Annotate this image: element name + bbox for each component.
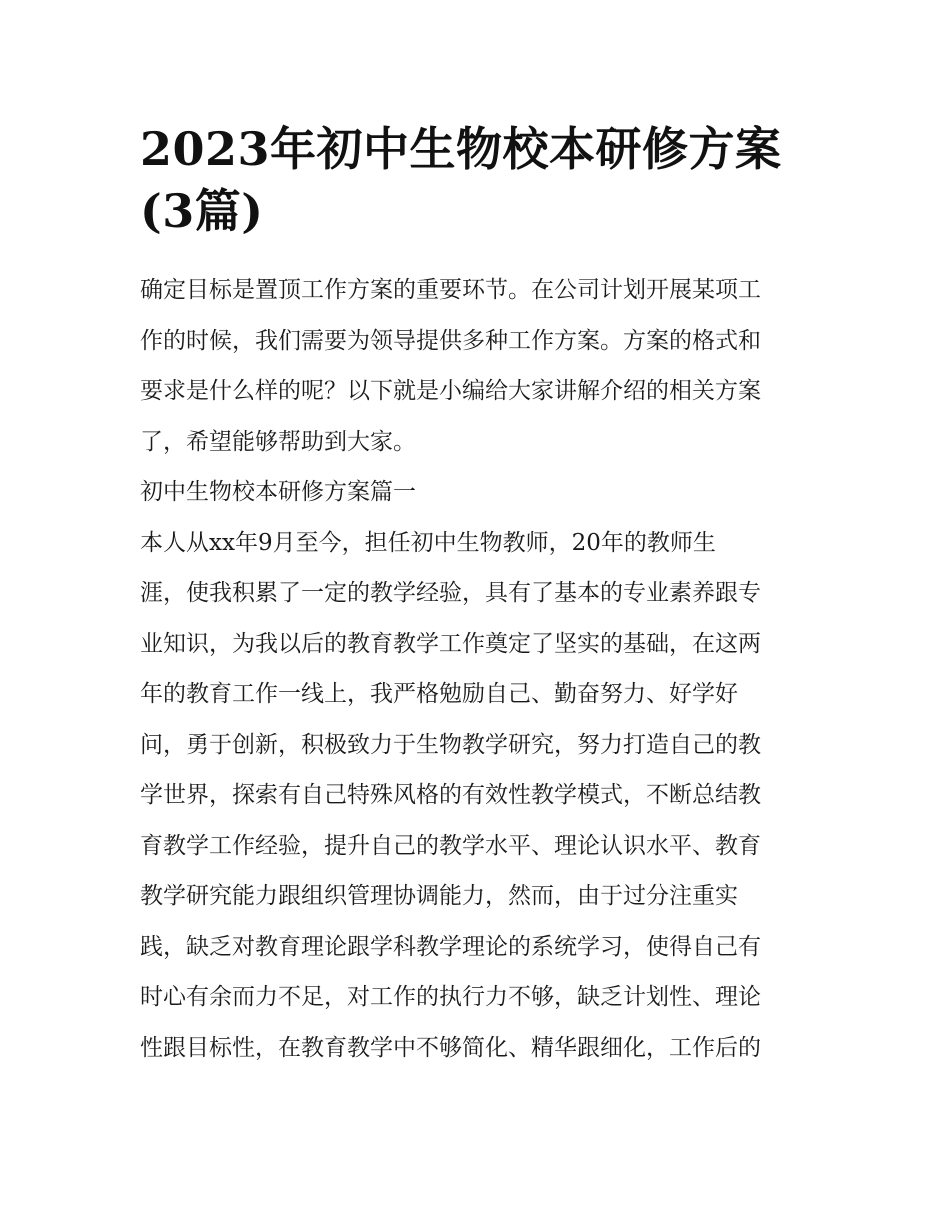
title-line: (3篇) — [140, 184, 264, 238]
text-line: 要求是什么样的呢？以下就是小编给大家讲解介绍的相关方案 — [140, 378, 761, 404]
text-line: 时心有余而力不足，对工作的执行力不够，缺乏计划性、理论 — [140, 984, 761, 1010]
document-content — [140, 118, 812, 1073]
section-heading — [140, 467, 812, 518]
document-title — [140, 118, 812, 242]
text-line: 问，勇于创新，积极致力于生物教学研究，努力打造自己的教 — [140, 731, 761, 758]
text-line: 初中生物校本研修方案篇一 — [140, 479, 416, 505]
text-line: 确定目标是置顶工作方案的重要环节。在公司计划开展某项工 — [140, 277, 761, 303]
document-body — [140, 265, 812, 1073]
text-line: 践，缺乏对教育理论跟学科教学理论的系统学习，使得自己有 — [140, 933, 761, 960]
text-line: 育教学工作经验，提升自己的教学水平、理论认识水平、教育 — [140, 832, 761, 859]
text-line: 性跟目标性，在教育教学中不够简化、精华跟细化，工作后的 — [140, 1034, 761, 1061]
intro-paragraph — [140, 265, 812, 467]
text-line: 教学研究能力跟组织管理协调能力，然而，由于过分注重实 — [140, 883, 738, 909]
text-line: 了，希望能够帮助到大家。 — [140, 428, 416, 455]
body-paragraph — [140, 518, 812, 1074]
text-line: 业知识，为我以后的教育教学工作奠定了坚实的基础，在这两 — [140, 630, 761, 657]
text-line: 本人从xx年9月至今，担任初中生物教师，20年的教师生 — [140, 529, 716, 556]
text-line: 学世界，探索有自己特殊风格的有效性教学模式，不断总结教 — [140, 782, 761, 808]
text-line: 作的时候，我们需要为领导提供多种工作方案。方案的格式和 — [140, 327, 761, 354]
text-line: 涯，使我积累了一定的教学经验，具有了基本的专业素养跟专 — [140, 580, 761, 606]
text-line: 年的教育工作一线上，我严格勉励自己、勤奋努力、好学好 — [140, 681, 738, 707]
title-line: 2023年初中生物校本研修方案 — [140, 122, 782, 176]
